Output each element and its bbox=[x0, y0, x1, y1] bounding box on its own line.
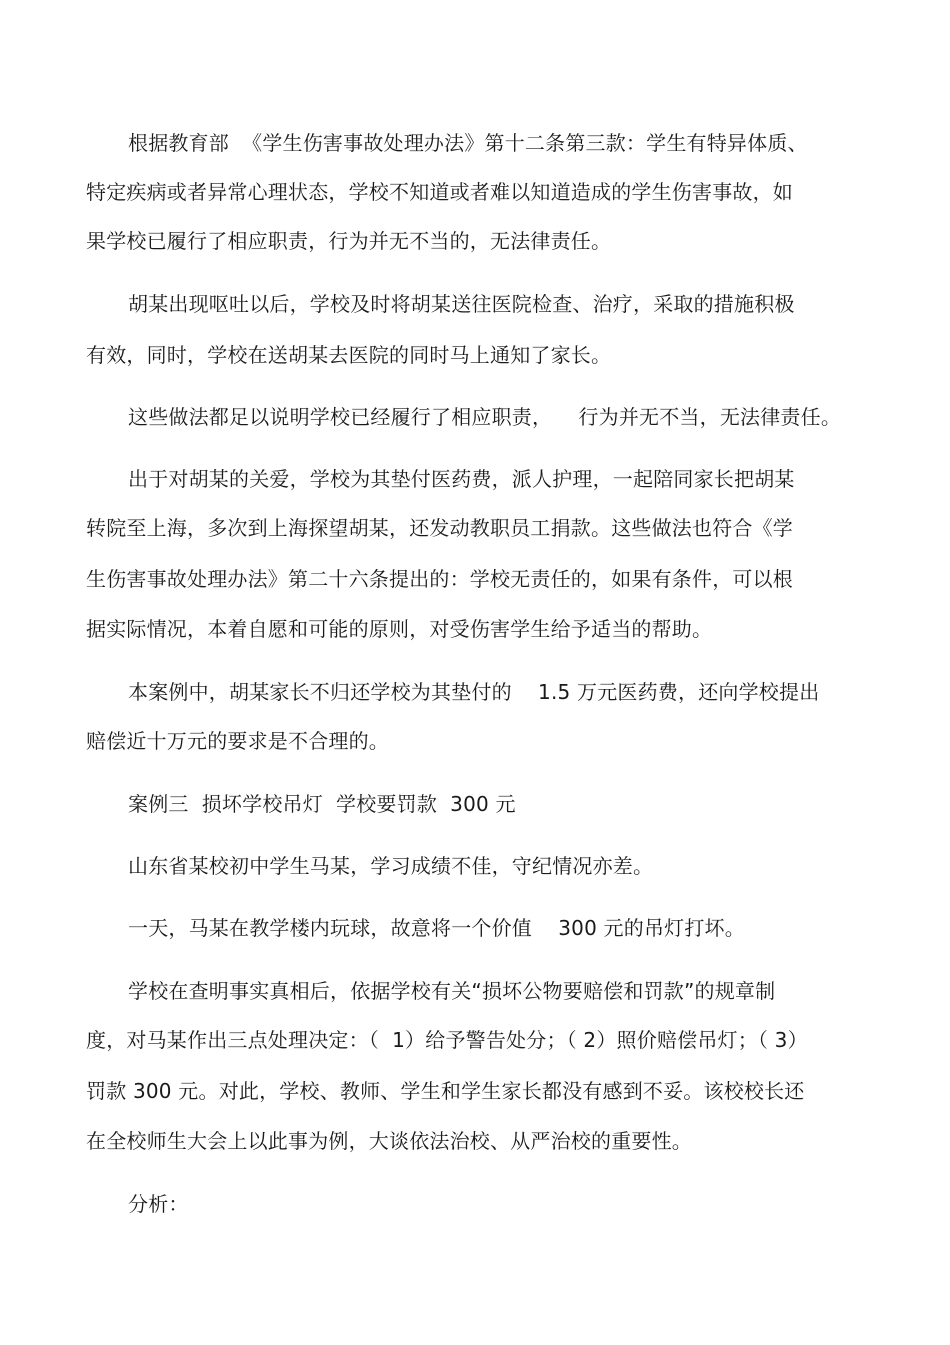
paragraph-line: 根据教育部 《学生伤害事故处理办法》第十二条第三款：学生有特异体质、 bbox=[128, 131, 808, 155]
paragraph-line: 转院至上海，多次到上海探望胡某，还发动教职员工捐款。这些做法也符合《学 bbox=[86, 516, 793, 540]
paragraph-line: 这些做法都足以说明学校已经履行了相应职责， 行为并无不当，无法律责任。 bbox=[128, 405, 842, 429]
paragraph-line: 山东省某校初中学生马某，学习成绩不佳，守纪情况亦差。 bbox=[128, 854, 654, 878]
paragraph-line: 本案例中，胡某家长不归还学校为其垫付的 1.5 万元医药费，还向学校提出 bbox=[128, 680, 820, 704]
case-heading: 案例三 损坏学校吊灯 学校要罚款 300 元 bbox=[128, 792, 516, 816]
paragraph-line: 罚款 300 元。对此，学校、教师、学生和学生家长都没有感到不妥。该校校长还 bbox=[86, 1079, 805, 1103]
paragraph-line: 在全校师生大会上以此事为例，大谈依法治校、从严治校的重要性。 bbox=[86, 1129, 692, 1153]
paragraph-line: 度，对马某作出三点处理决定：（ 1）给予警告处分；（ 2）照价赔偿吊灯；（ 3） bbox=[86, 1028, 808, 1052]
paragraph-line: 学校在查明事实真相后，依据学校有关“损坏公物要赔偿和罚款”的规章制 bbox=[128, 979, 776, 1003]
paragraph-line: 果学校已履行了相应职责，行为并无不当的，无法律责任。 bbox=[86, 229, 612, 253]
paragraph-line: 据实际情况，本着自愿和可能的原则，对受伤害学生给予适当的帮助。 bbox=[86, 617, 713, 641]
paragraph-line: 出于对胡某的关爱，学校为其垫付医药费，派人护理，一起陪同家长把胡某 bbox=[128, 467, 795, 491]
paragraph-line: 胡某出现呕吐以后，学校及时将胡某送往医院检查、治疗，采取的措施积极 bbox=[128, 292, 795, 316]
paragraph-line: 特定疾病或者异常心理状态，学校不知道或者难以知道造成的学生伤害事故，如 bbox=[86, 180, 793, 204]
paragraph-line: 一天，马某在教学楼内玩球，故意将一个价值 300 元的吊灯打坏。 bbox=[128, 916, 745, 940]
paragraph-line: 有效，同时，学校在送胡某去医院的同时马上通知了家长。 bbox=[86, 343, 612, 367]
paragraph-line: 赔偿近十万元的要求是不合理的。 bbox=[86, 729, 389, 753]
analysis-label: 分析： bbox=[128, 1192, 189, 1216]
paragraph-line: 生伤害事故处理办法》第二十六条提出的：学校无责任的，如果有条件，可以根 bbox=[86, 567, 793, 591]
